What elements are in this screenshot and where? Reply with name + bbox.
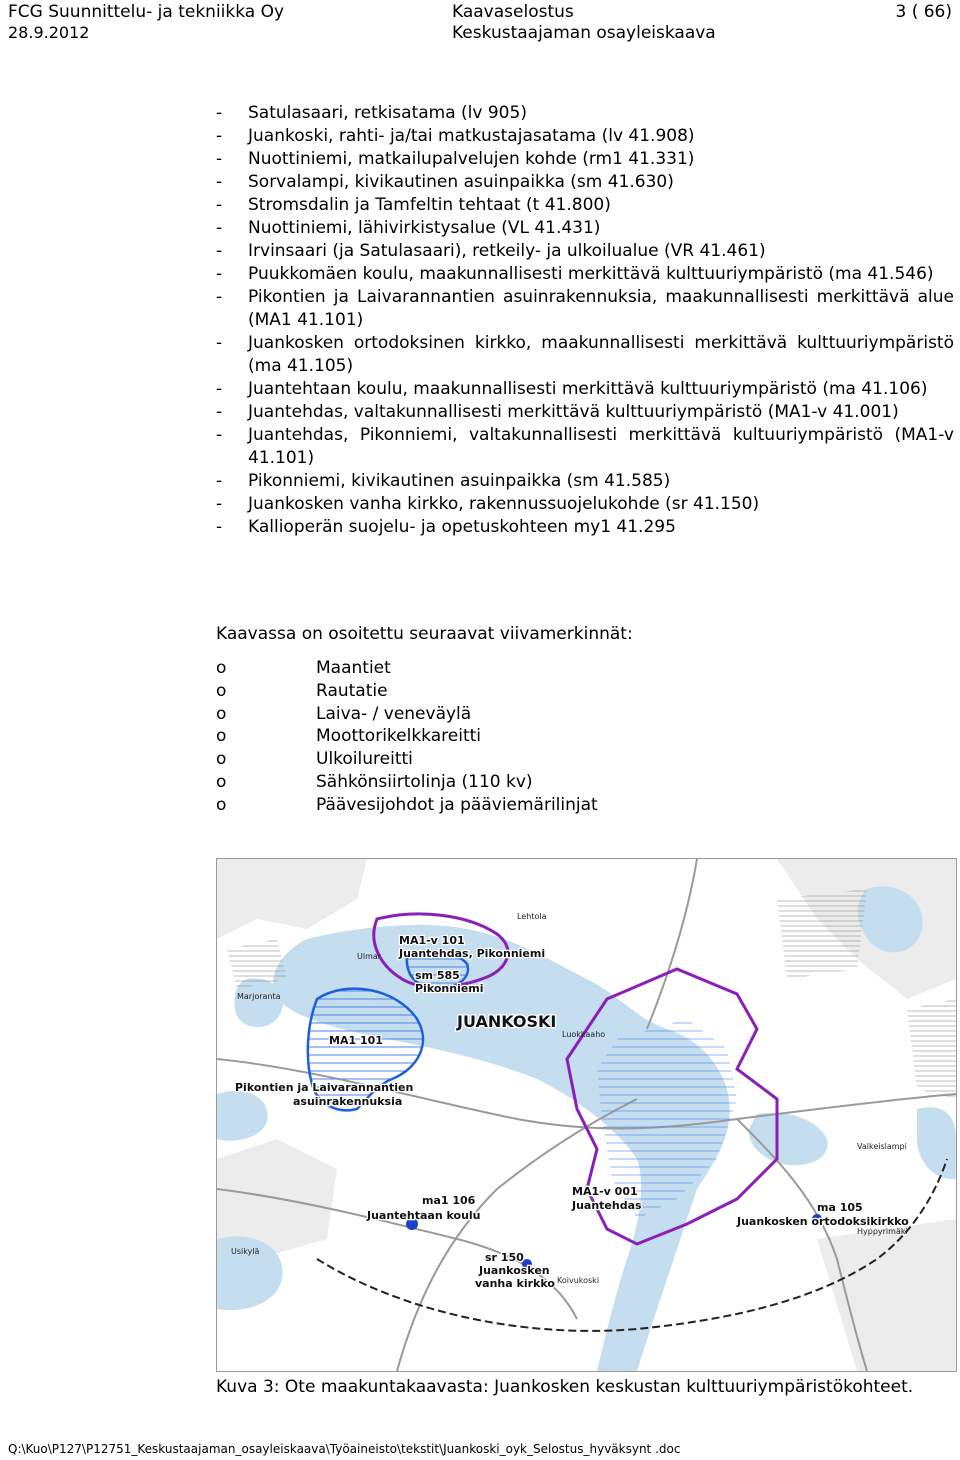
list-item: - Satulasaari, retkisatama (lv 905) bbox=[216, 102, 954, 125]
list-item-label: Rautatie bbox=[316, 680, 388, 701]
list-item: - Juankosken vanha kirkko, rakennussuojelukohde (sr 41.150) bbox=[216, 493, 954, 516]
list-item bbox=[216, 657, 598, 680]
map-label-sm585-code: sm 585 bbox=[415, 969, 460, 982]
map-label-ma1v001-name: Juantehdas bbox=[572, 1199, 642, 1212]
list-item: - Stromsdalin ja Tamfeltin tehtaat (t 41.800) bbox=[216, 194, 954, 217]
header-date: 28.9.2012 bbox=[8, 23, 90, 42]
map-label-ma1101-code: MA1 101 bbox=[329, 1034, 383, 1047]
place-label: Valkeislampi bbox=[857, 1142, 907, 1151]
list-item bbox=[216, 703, 598, 726]
bullet-marker: o bbox=[216, 680, 227, 701]
bullet-marker: o bbox=[216, 749, 227, 770]
list-item: - Irvinsaari (ja Satulasaari), retkeily- ja ulkoilualue (VR 41.461) bbox=[216, 240, 954, 263]
map-label-sr150-line2: vanha kirkko bbox=[475, 1277, 555, 1290]
list-item: - Puukkomäen koulu, maakunnallisesti merkittävä kulttuuriympäristö (ma 41.546) bbox=[216, 263, 954, 286]
map-label-ma1v001-code: MA1-v 001 bbox=[572, 1185, 638, 1198]
place-label: Lehtola bbox=[517, 912, 547, 921]
place-label: Ulmar bbox=[357, 952, 382, 961]
list-item: - Juantehtaan koulu, maakunnallisesti merkittävä kulttuuriympäristö (ma 41.106) bbox=[216, 378, 954, 401]
map-label-ma105-name: Juankosken ortodoksikirkko bbox=[737, 1215, 909, 1228]
list-item: - Nuottiniemi, matkailupalvelujen kohde (rm1 41.331) bbox=[216, 148, 954, 171]
header-doc-type: Kaavaselostus bbox=[452, 2, 574, 22]
map-label-sr150-code: sr 150 bbox=[485, 1251, 524, 1264]
map-label-sm585-name: Pikonniemi bbox=[415, 982, 484, 995]
list-item-label: Päävesijohdot ja pääviemärilinjat bbox=[316, 794, 598, 815]
map-label-ma105-code: ma 105 bbox=[817, 1201, 863, 1214]
place-label: Luokkaaho bbox=[562, 1030, 606, 1039]
list-item: - Pikonniemi, kivikautinen asuinpaikka (sm 41.585) bbox=[216, 470, 954, 493]
map-label-sr150-line1: Juankosken bbox=[479, 1264, 550, 1277]
list-item: - Juantehdas, Pikonniemi, valtakunnallisesti merkittävä kultuuriympäristö (MA1-v 41.101) bbox=[216, 424, 954, 470]
list-item bbox=[216, 771, 598, 794]
place-label: Koivukoski bbox=[557, 1276, 600, 1285]
line-markings-list bbox=[216, 657, 598, 817]
list-item-label: Sähkönsiirtolinja (110 kv) bbox=[316, 771, 533, 792]
list-item bbox=[216, 680, 598, 703]
map-label-ma106-code: ma1 106 bbox=[422, 1194, 476, 1207]
place-label: Hyppyrimäki bbox=[857, 1227, 908, 1236]
map-label-pikontien-2: asuinrakennuksia bbox=[293, 1095, 403, 1108]
list-item bbox=[216, 794, 598, 817]
bullet-marker: o bbox=[216, 794, 227, 815]
map-label-town: JUANKOSKI bbox=[457, 1012, 557, 1031]
list-item-label: Moottorikelkkareitti bbox=[316, 726, 481, 747]
list-item bbox=[216, 725, 598, 748]
map-label-ma1v101-code: MA1-v 101 bbox=[399, 934, 465, 947]
list-item: - Juankoski, rahti- ja/tai matkustajasatama (lv 41.908) bbox=[216, 125, 954, 148]
list-item: - Juantehdas, valtakunnallisesti merkittävä kulttuuriympäristö (MA1-v 41.001) bbox=[216, 401, 954, 424]
list-item-label: Ulkoilureitti bbox=[316, 749, 413, 770]
list-item: - Sorvalampi, kivikautinen asuinpaikka (sm 41.630) bbox=[216, 171, 954, 194]
map-label-ma1v101-name: Juantehdas, Pikonniemi bbox=[399, 947, 546, 960]
place-label: Marjoranta bbox=[237, 992, 281, 1001]
protected-sites-list bbox=[216, 102, 954, 539]
map-label-ma106-name: Juantehtaan koulu bbox=[367, 1209, 481, 1222]
bullet-marker: o bbox=[216, 726, 227, 747]
list-item-label: Maantiet bbox=[316, 658, 391, 678]
bullet-marker: o bbox=[216, 703, 227, 724]
list-item-label: Laiva- / veneväylä bbox=[316, 703, 472, 724]
place-label: Usikylä bbox=[231, 1247, 260, 1256]
list-item: - Juankosken ortodoksinen kirkko, maakunnallisesti merkittävä kulttuuriympäristö (ma 41.105) bbox=[216, 332, 954, 378]
list-item bbox=[216, 748, 598, 771]
line-markings-intro: Kaavassa on osoitettu seuraavat viivamerkinnät: bbox=[216, 624, 633, 644]
header-company: FCG Suunnittelu- ja tekniikka Oy bbox=[8, 2, 285, 22]
header-page-number: 3 ( 66) bbox=[895, 2, 952, 22]
list-item: - Nuottiniemi, lähivirkistysalue (VL 41.431) bbox=[216, 217, 954, 240]
file-path-footer: Q:\Kuo\P127\P12751_Keskustaajaman_osayleiskaava\Työaineisto\tekstit\Juankoski_oyk_Selostus_hyväksynt .doc bbox=[8, 1442, 681, 1456]
list-item: - Kallioperän suojelu- ja opetuskohteen my1 41.295 bbox=[216, 516, 954, 539]
list-item: - Pikontien ja Laivarannantien asuinrakennuksia, maakunnallisesti merkittävä alue (MA1 41.101) bbox=[216, 286, 954, 332]
bullet-marker: o bbox=[216, 771, 227, 792]
figure-caption: Kuva 3: Ote maakuntakaavasta: Juankosken keskustan kulttuuriympäristökohteet. bbox=[216, 1377, 914, 1397]
map-canvas bbox=[217, 859, 956, 1371]
map-label-pikontien-1: Pikontien ja Laivarannantien bbox=[235, 1081, 414, 1094]
bullet-marker: o bbox=[216, 658, 227, 678]
built-area-hatch bbox=[777, 889, 867, 979]
header-doc-subtitle: Keskustaajaman osayleiskaava bbox=[452, 23, 716, 43]
regional-plan-map bbox=[216, 858, 957, 1372]
